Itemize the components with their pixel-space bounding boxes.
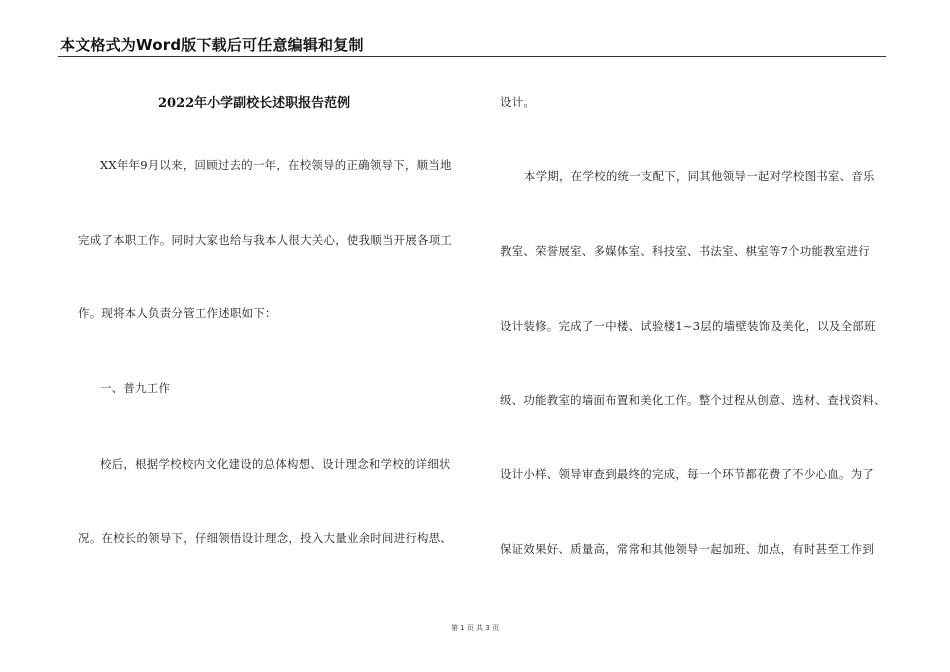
left-line-1: XX年年9月以来，回顾过去的一年，在校领导的正确领导下，顺当地: [100, 158, 452, 172]
right-line-4: 设计装修。完成了一中楼、试验楼1~3层的墙壁装饰及美化，以及全部班: [500, 319, 876, 333]
left-line-6: 况。在校长的领导下，仔细领悟设计理念，投入大量业余时间进行构思、: [78, 531, 453, 545]
header-rule: [58, 56, 886, 57]
section-heading: 一、普九工作: [100, 381, 171, 395]
right-line-6: 设计小样、领导审查到最终的完成，每一个环节都花费了不少心血。为了: [500, 467, 875, 481]
right-line-5: 级、功能教室的墙面布置和美化工作。整个过程从创意、选材、查找资料、: [500, 393, 886, 407]
right-line-7: 保证效果好、质量高，常常和其他领导一起加班、加点，有时甚至工作到: [500, 542, 875, 556]
document-banner: 本文格式为Word版下载后可任意编辑和复制: [60, 36, 364, 54]
right-line-2: 本学期，在学校的统一支配下，同其他领导一起对学校图书室、音乐: [524, 169, 875, 183]
right-line-3: 教室、荣誉展室、多媒体室、科技室、书法室、棋室等7个功能教室进行: [500, 244, 870, 258]
right-line-1: 设计。: [500, 95, 536, 109]
left-line-3: 作。现将本人负责分管工作述职如下：: [78, 306, 277, 320]
left-line-5: 校后，根据学校校内文化建设的总体构想、设计理念和学校的详细状: [100, 457, 451, 471]
left-line-2: 完成了本职工作。同时大家也给与我本人很大关心，使我顺当开展各项工: [78, 233, 453, 247]
page-footer: 第 1 页 共 3 页: [450, 624, 500, 632]
document-title: 2022年小学副校长述职报告范例: [158, 96, 351, 111]
